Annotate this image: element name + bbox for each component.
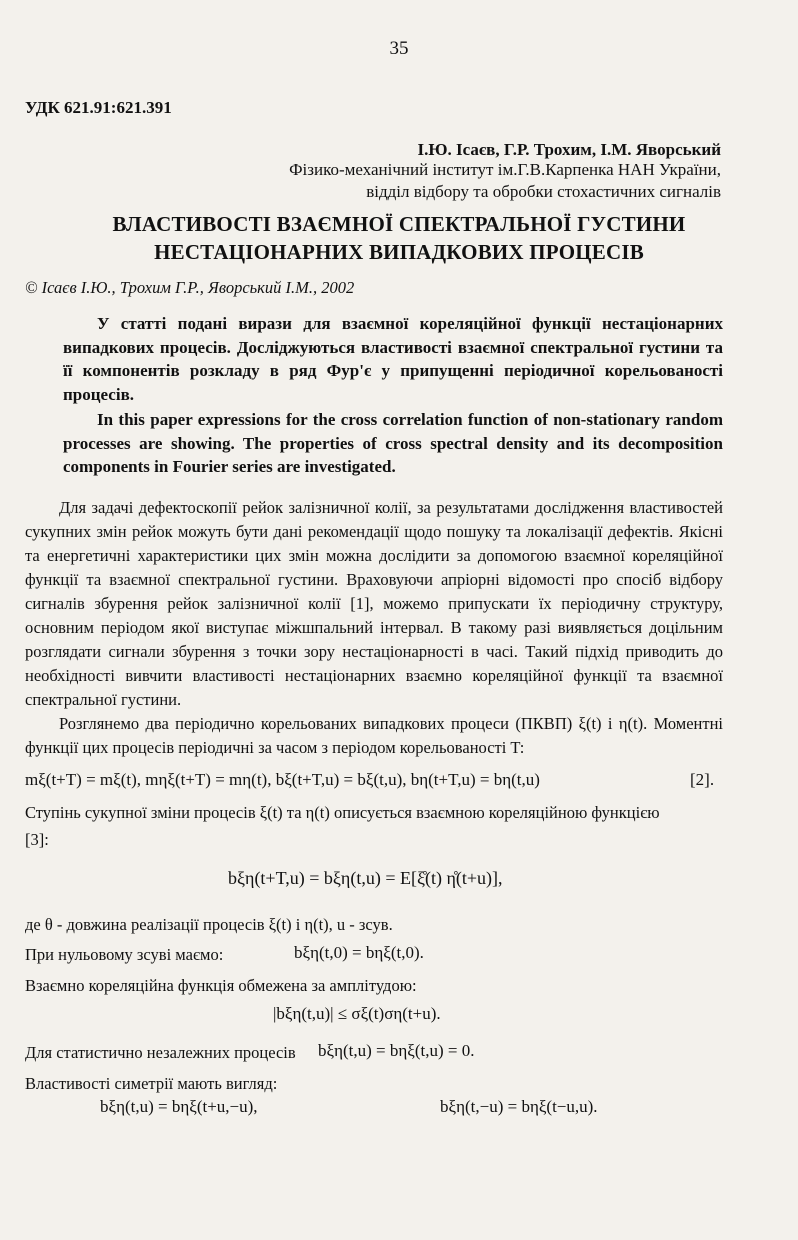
stage-sentence: Ступінь сукупної зміни процесів ξ(t) та η(t) описується взаємною кореляційною функцією: [25, 803, 660, 822]
paper-title-line-1: ВЛАСТИВОСТІ ВЗАЄМНОЇ СПЕКТРАЛЬНОЇ ГУСТИНИ: [112, 212, 686, 236]
bounded-sentence: Взаємно кореляційна функція обмежена за амплітудою:: [25, 976, 417, 995]
moments-equation: mξ(t+T) = mξ(t), mηξ(t+T) = mη(t), bξ(t+T,u) = bξ(t,u), bη(t+T,u) = bη(t,u): [25, 770, 540, 789]
affiliation-line-2: відділ відбору та обробки стохастичних сигналів: [366, 182, 721, 201]
independent-equation: bξη(t,u) = bηξ(t,u) = 0.: [318, 1041, 475, 1060]
copyright-line: © Ісаєв І.Ю., Трохим Г.Р., Яворський І.М., 2002: [25, 278, 355, 297]
zero-shift-equation: bξη(t,0) = bηξ(t,0).: [294, 943, 424, 962]
page-number: 35: [389, 38, 409, 59]
symmetry-equation-1: bξη(t,u) = bηξ(t+u,−u),: [100, 1097, 258, 1116]
body-paragraph-2: Розглянемо два періодично корельованих випадкових процеси (ПКВП) ξ(t) і η(t). Моментні функції цих процесів періодичні за часом з періодом корельованості T:: [25, 714, 723, 757]
paper-title-line-2: НЕСТАЦІОНАРНИХ ВИПАДКОВИХ ПРОЦЕСІВ: [154, 240, 644, 264]
authors: І.Ю. Ісаєв, Г.Р. Трохим, І.М. Яворський: [417, 140, 721, 159]
independent-label: Для статистично незалежних процесів: [25, 1043, 296, 1062]
abstract-ukrainian: У статті подані вирази для взаємної кореляційної функції нестаціонарних випадкових процесів. Досліджуються властивості взаємної спектральної густини та її компонентів розкладу в ряд Фур'є у припущенні періодичної корельованості процесів.: [63, 314, 723, 404]
stage-reference: [3]:: [25, 830, 49, 849]
affiliation-line-1: Фізико-механічний інститут ім.Г.В.Карпенка НАН України,: [289, 160, 721, 179]
udk-code: УДК 621.91:621.391: [25, 98, 172, 117]
symmetry-equation-2: bξη(t,−u) = bηξ(t−u,u).: [440, 1097, 598, 1116]
moments-reference: [2].: [690, 770, 715, 789]
zero-shift-label: При нульовому зсуві маємо:: [25, 945, 224, 964]
cross-correlation-equation: bξη(t+T,u) = bξη(t,u) = E[ξ̊(t) η̊(t+u)],: [228, 868, 503, 888]
where-sentence: де θ - довжина реалізації процесів ξ(t) і η(t), u - зсув.: [25, 915, 393, 934]
body-paragraph-1: Для задачі дефектоскопії рейок залізничної колії, за результатами дослідження властивостей сукупних змін рейок можуть бути дані рекомендації щодо пошуку та локалізації дефектів. Якісні та енергетичні характеристики цих змін можна дослідити за допомогою взаємної кореляційної функції та взаємної спектральної густини. Враховуючи апріорні відомості про спосіб відбору сигналів збурення рейок залізничної колії [1], можемо припускати їх періодичну структуру, основним періодом якої виступає міжшпальний інтервал. В такому разі виявляється доцільним розглядати сигнали збурення з точки зору нестаціонарності в часі. Такий підхід приводить до необхідності вивчити властивості нестаціонарних взаємно кореляційної функції та взаємної спектральної густини.: [25, 498, 723, 709]
abstract-english: In this paper expressions for the cross correlation function of non-stationary random processes are showing. The properties of cross spectral density and its decomposition components in Fourier series are investigated.: [63, 410, 723, 476]
bounded-equation: |bξη(t,u)| ≤ σξ(t)ση(t+u).: [273, 1004, 441, 1023]
symmetry-label: Властивості симетрії мають вигляд:: [25, 1074, 278, 1093]
